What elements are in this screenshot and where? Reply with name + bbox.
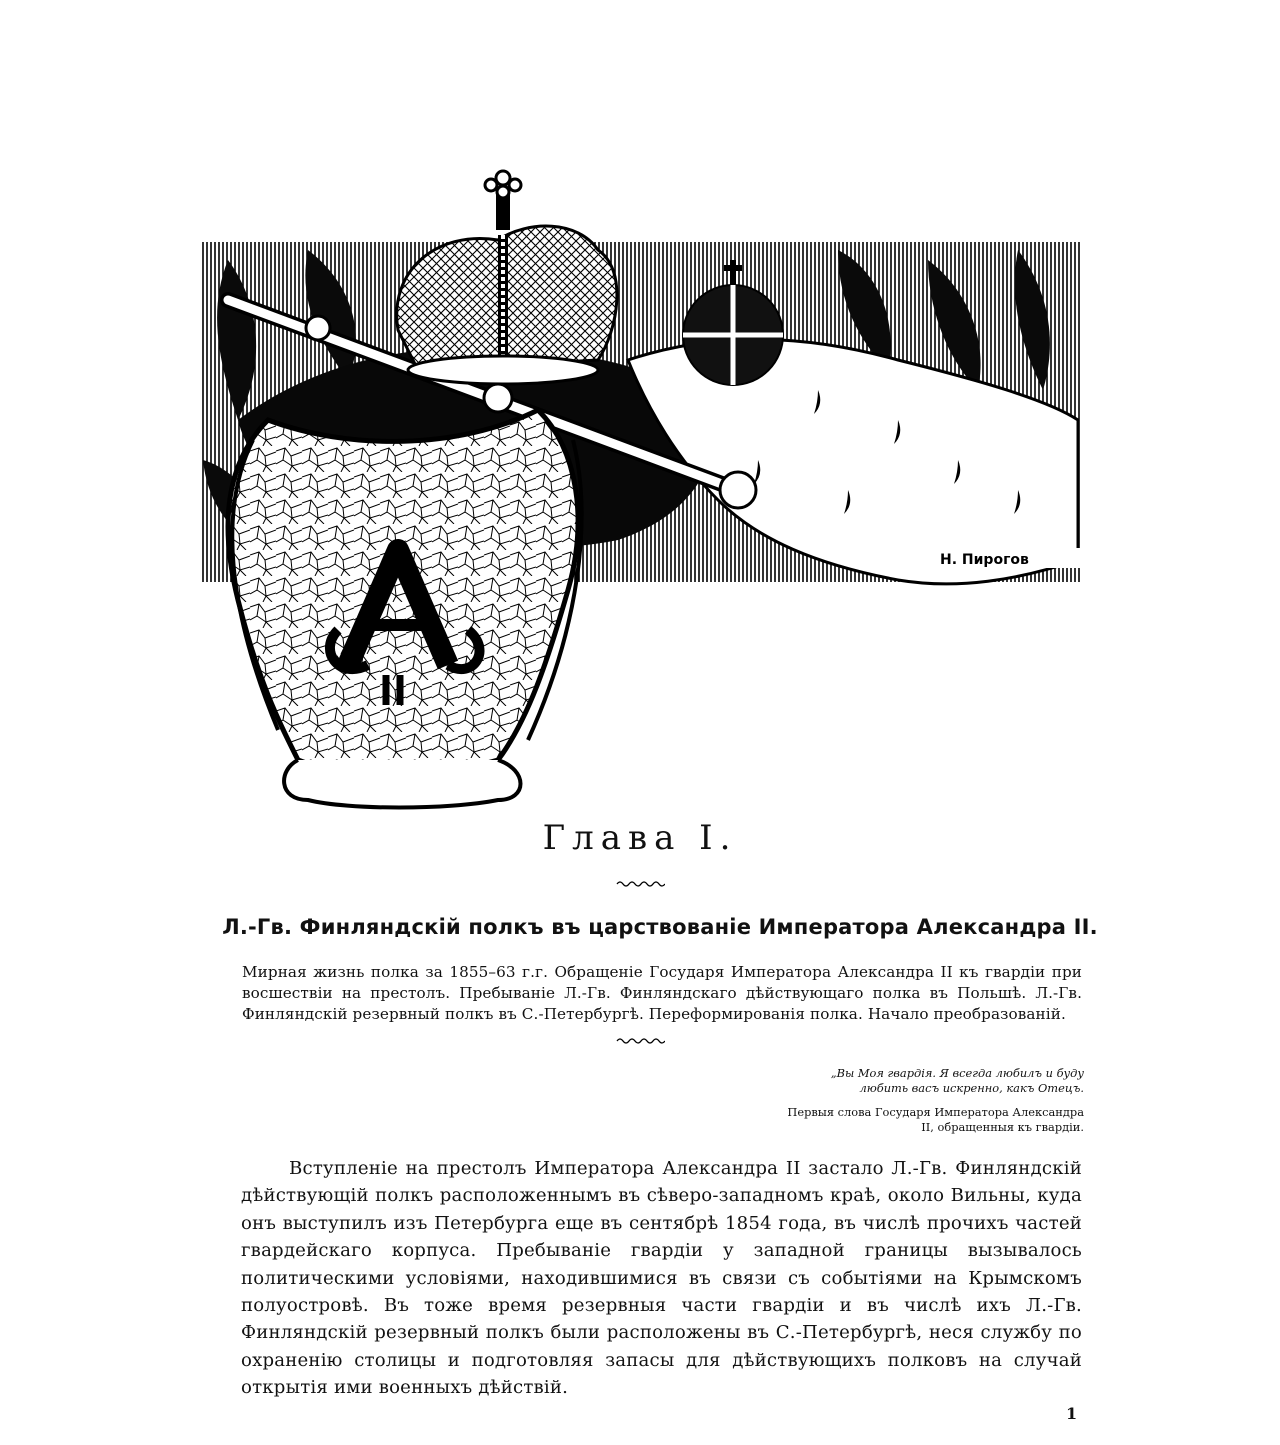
chapter-header-illustration: [198, 160, 1083, 815]
shield-cartouche: [228, 410, 582, 808]
chapter-title: Глава I.: [542, 818, 738, 858]
chapter-summary: Мирная жизнь полка за 1855–63 г.г. Обращеніе Государя Императора Александра II къ гвардіи при восшествіи на престолъ. Пребываніе Л.-Гв. Финляндскаго дѣйствующаго полка въ Польшѣ. Л.-Гв. Финляндскій резервный полкъ въ С.-Петербургѣ. Переформированія полка. Начало преобразованій.: [242, 963, 1082, 1023]
epigraph-source: Первыя слова Государя Императора Александра II, обращенныя къ гвардіи.: [787, 1105, 1084, 1134]
artist-signature: [933, 548, 1083, 568]
divider-ornament: [615, 878, 665, 890]
epigraph: [784, 1066, 1084, 1135]
epigraph-quote: „Вы Моя гвардія. Я всегда любилъ и буду любить васъ искренно, какъ Отецъ.: [830, 1066, 1084, 1095]
divider-ornament: [615, 1035, 665, 1047]
page-number: 1: [1066, 1404, 1078, 1423]
chapter-heading: Л.-Гв. Финляндскій полкъ въ царствованіе Императора Александра II.: [222, 915, 1098, 939]
imperial-crown: [397, 171, 617, 384]
svg-text:Н. Пирогов: Н. Пирогов: [940, 552, 1029, 568]
body-paragraph: Вступленіе на престолъ Императора Александра II застало Л.-Гв. Финляндскій дѣйствующій полкъ расположеннымъ въ сѣверо-западномъ краѣ, около Вильны, куда онъ выступилъ изъ Петербурга еще въ сентябрѣ 1854 года, въ числѣ прочихъ частей гвардейскаго корпуса. Пребываніе гвардіи у западной границы вызывалось политическими условіями, находившимися въ связи съ событіями на Крымскомъ полуостровѣ. Въ тоже время резервныя части гвардіи и въ числѣ ихъ Л.-Гв. Финляндскій резервный полкъ были расположены въ С.-Петербургѣ, неся службу по охраненію столицы и подготовляя запасы для дѣйствующихъ полковъ на случай открытія ими военныхъ дѣйствій.: [241, 1158, 1082, 1399]
